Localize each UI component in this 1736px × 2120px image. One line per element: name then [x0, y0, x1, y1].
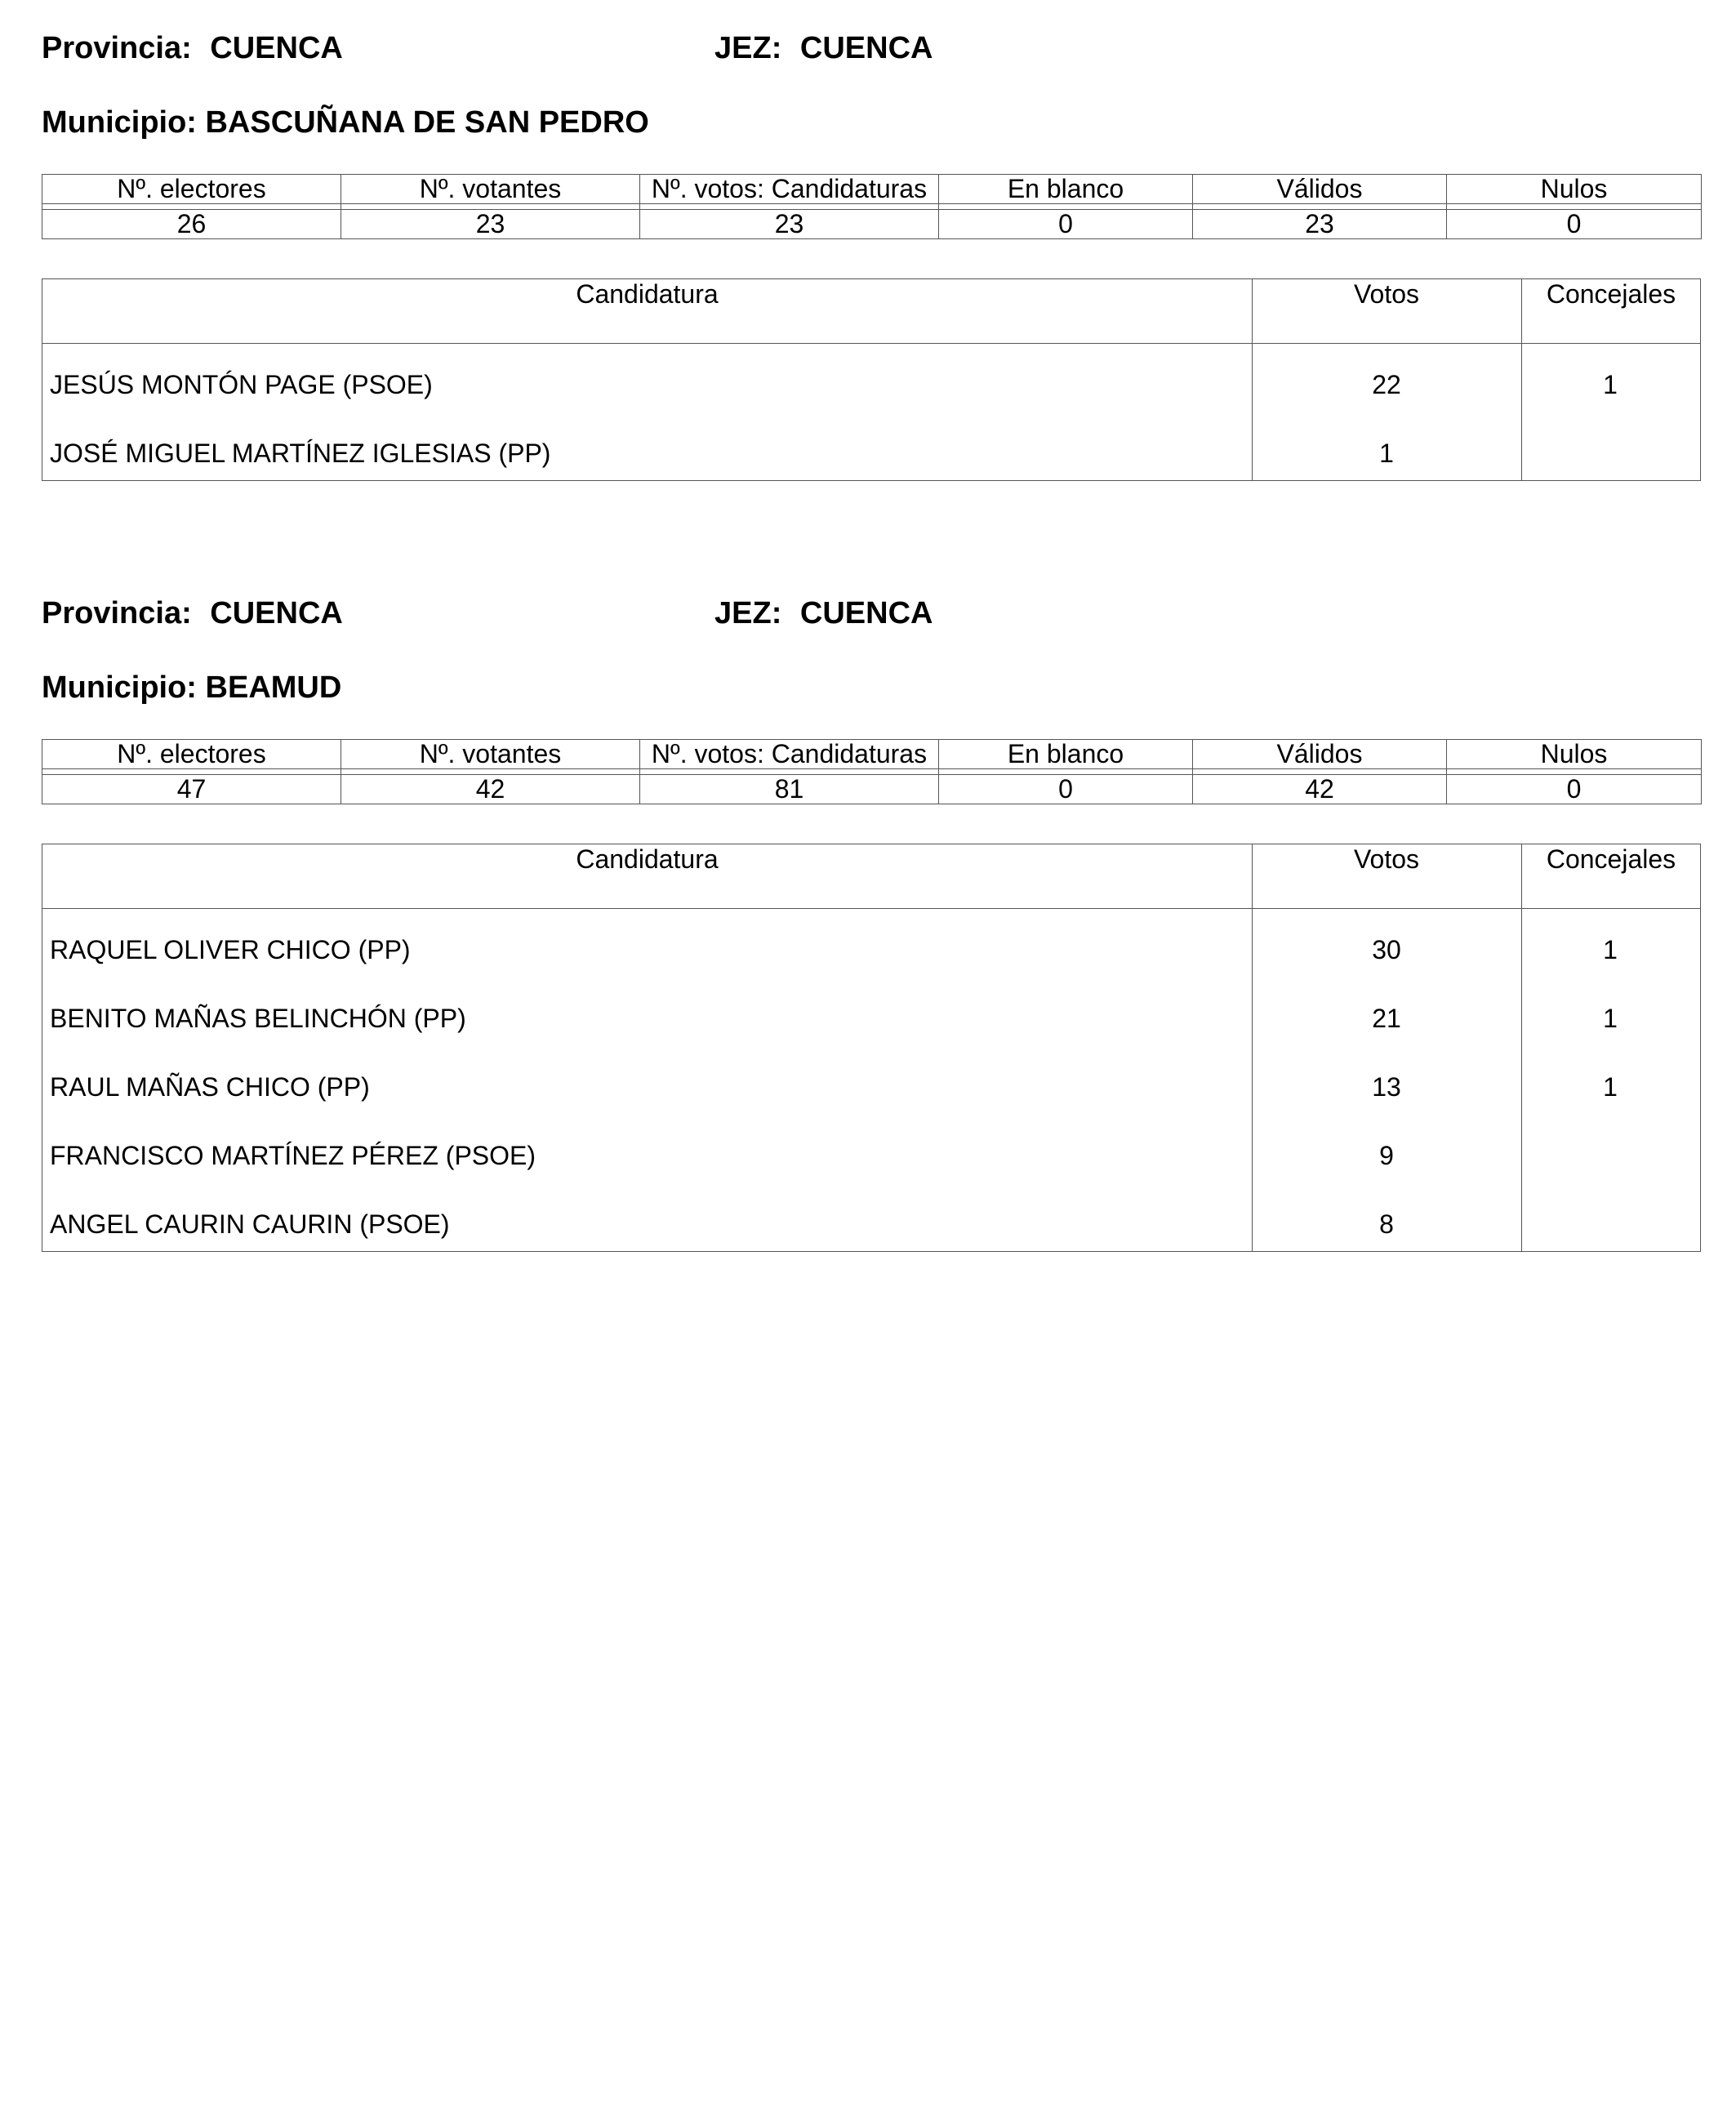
- municipio-label: Municipio:: [42, 105, 197, 140]
- candidate-name: JESÚS MONTÓN PAGE (PSOE): [50, 370, 433, 399]
- header-candidatura: Candidatura: [576, 844, 719, 874]
- provincia-value: CUENCA: [210, 31, 343, 65]
- jez-line: [714, 28, 933, 69]
- summary-header-electores: Nº. electores: [42, 175, 341, 204]
- summary-table: [42, 174, 1702, 239]
- summary-header-row: [42, 175, 1702, 204]
- summary-header-row: [42, 740, 1702, 769]
- jez-line: [714, 593, 933, 634]
- candidate-votos: 30: [1372, 935, 1401, 964]
- candidate-row: [42, 1115, 1700, 1183]
- header-votos: Votos: [1353, 844, 1420, 874]
- candidate-name: JOSÉ MIGUEL MARTÍNEZ IGLESIAS (PP): [50, 439, 551, 468]
- summary-header-en-blanco: En blanco: [939, 175, 1193, 204]
- summary-value-votos-candidaturas: 81: [640, 775, 939, 804]
- municipio-label: Municipio:: [42, 670, 197, 705]
- candidate-concejales: 1: [1603, 935, 1618, 964]
- candidate-row: [42, 412, 1700, 481]
- municipio-value: BEAMUD: [205, 670, 342, 705]
- jez-label: JEZ:: [714, 596, 782, 630]
- summary-value-en-blanco: 0: [939, 210, 1193, 239]
- summary-value-row: [42, 775, 1702, 804]
- summary-header-nulos: Nulos: [1447, 740, 1702, 769]
- provincia-label: Provincia:: [42, 596, 192, 630]
- summary-value-votantes: 23: [341, 210, 640, 239]
- candidate-concejales: 1: [1603, 370, 1618, 399]
- candidate-concejales: 1: [1603, 1072, 1618, 1102]
- candidate-name: FRANCISCO MARTÍNEZ PÉREZ (PSOE): [50, 1141, 536, 1170]
- candidate-row: [42, 344, 1700, 412]
- municipio-line: [42, 102, 649, 143]
- candidate-row: [42, 1046, 1700, 1115]
- jez-label: JEZ:: [714, 31, 782, 65]
- candidate-votos: 22: [1372, 370, 1401, 399]
- summary-header-nulos: Nulos: [1447, 175, 1702, 204]
- candidate-name: ANGEL CAURIN CAURIN (PSOE): [50, 1209, 450, 1239]
- summary-header-en-blanco: En blanco: [939, 740, 1193, 769]
- candidate-name: RAUL MAÑAS CHICO (PP): [50, 1072, 370, 1102]
- candidate-row: [42, 1183, 1700, 1252]
- summary-header-votos-candidaturas: Nº. votos: Candidaturas: [640, 175, 939, 204]
- summary-header-votantes: Nº. votantes: [341, 740, 640, 769]
- header-concejales: Concejales: [1546, 844, 1676, 874]
- summary-value-nulos: 0: [1447, 775, 1702, 804]
- summary-table: [42, 739, 1702, 804]
- provincia-value: CUENCA: [210, 596, 343, 630]
- summary-value-nulos: 0: [1447, 210, 1702, 239]
- summary-value-electores: 26: [42, 210, 341, 239]
- municipio-line: [42, 667, 341, 708]
- summary-header-validos: Válidos: [1193, 175, 1447, 204]
- summary-value-validos: 42: [1193, 775, 1447, 804]
- candidate-votos: 9: [1379, 1141, 1394, 1170]
- candidate-name: BENITO MAÑAS BELINCHÓN (PP): [50, 1004, 466, 1033]
- summary-value-electores: 47: [42, 775, 341, 804]
- candidate-row: [42, 978, 1700, 1046]
- candidates-table: [42, 844, 1701, 1252]
- candidate-votos: 8: [1379, 1209, 1394, 1239]
- candidate-row: [42, 909, 1700, 978]
- summary-header-validos: Válidos: [1193, 740, 1447, 769]
- header-candidatura: Candidatura: [576, 279, 719, 309]
- header-concejales: Concejales: [1546, 279, 1676, 309]
- candidate-votos: 1: [1379, 439, 1394, 468]
- summary-value-en-blanco: 0: [939, 775, 1193, 804]
- candidate-concejales: 1: [1603, 1004, 1618, 1033]
- summary-header-electores: Nº. electores: [42, 740, 341, 769]
- provincia-line: [42, 28, 343, 69]
- municipio-value: BASCUÑANA DE SAN PEDRO: [205, 105, 649, 140]
- candidate-votos: 21: [1372, 1004, 1401, 1033]
- provincia-line: [42, 593, 343, 634]
- summary-value-votos-candidaturas: 23: [640, 210, 939, 239]
- summary-header-votos-candidaturas: Nº. votos: Candidaturas: [640, 740, 939, 769]
- header-votos: Votos: [1353, 279, 1420, 309]
- summary-value-row: [42, 210, 1702, 239]
- candidates-table: [42, 278, 1701, 481]
- summary-value-votantes: 42: [341, 775, 640, 804]
- summary-header-votantes: Nº. votantes: [341, 175, 640, 204]
- candidates-header-row: [42, 844, 1700, 909]
- candidates-header-row: [42, 279, 1700, 344]
- jez-value: CUENCA: [799, 596, 933, 630]
- candidate-name: RAQUEL OLIVER CHICO (PP): [50, 935, 411, 964]
- summary-value-validos: 23: [1193, 210, 1447, 239]
- candidate-votos: 13: [1372, 1072, 1401, 1102]
- jez-value: CUENCA: [799, 31, 933, 65]
- provincia-label: Provincia:: [42, 31, 192, 65]
